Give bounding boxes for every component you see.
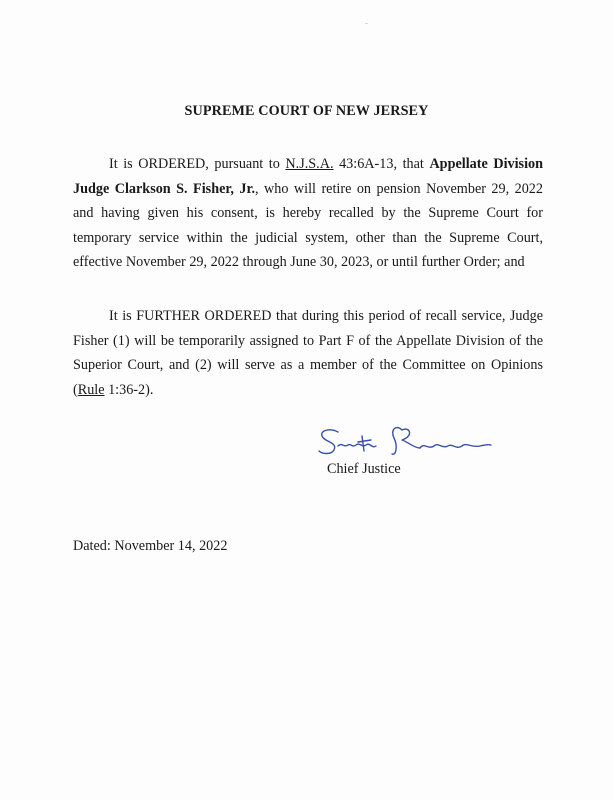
judge-name: Appellate Division Judge Clarkson S. Fisher, Jr. [73, 156, 543, 197]
paragraph-2-closing: ). [145, 381, 154, 398]
paragraph-2-text: It is FURTHER ORDERED that during this period of recall service, Judge Fisher (1) will be temporarily assigned to Part F of the Appellate Division of the Superior Court, and (2) will serve as a member of the Committee on Opinions ( [73, 308, 543, 398]
statute-citation: N.J.S.A. [285, 156, 334, 172]
signature-stroke-tuart [338, 436, 376, 451]
scan-mark [365, 23, 368, 24]
dated-line: Dated: November 14, 2022 [73, 538, 228, 554]
signer-title: Chief Justice [327, 461, 401, 477]
paragraph-1-after-statute: 43:6A-13, that [333, 156, 430, 172]
signature-strokes [319, 428, 491, 455]
rule-number: 1:36-2 [104, 381, 146, 398]
order-paragraph-1 [73, 152, 543, 275]
order-paragraph-2 [73, 304, 543, 402]
signature-stroke-abner [420, 445, 491, 448]
signature-stroke-s [319, 430, 338, 454]
chief-justice-signature [316, 418, 496, 466]
signature-stroke-r [392, 428, 420, 455]
rule-citation: Rule [77, 381, 105, 398]
paragraph-1-intro: It is ORDERED, pursuant to [109, 156, 286, 172]
court-title: SUPREME COURT OF NEW JERSEY [184, 103, 429, 119]
paragraph-1-rest: , who will retire on pension November 29, 2022 and having given his consent, is hereby recalled by the Supreme Court for temporary service within the judicial system, other than the Supreme Court, effective November 29, 2022 through June 30, 2023, or until further Order; and [73, 180, 543, 270]
